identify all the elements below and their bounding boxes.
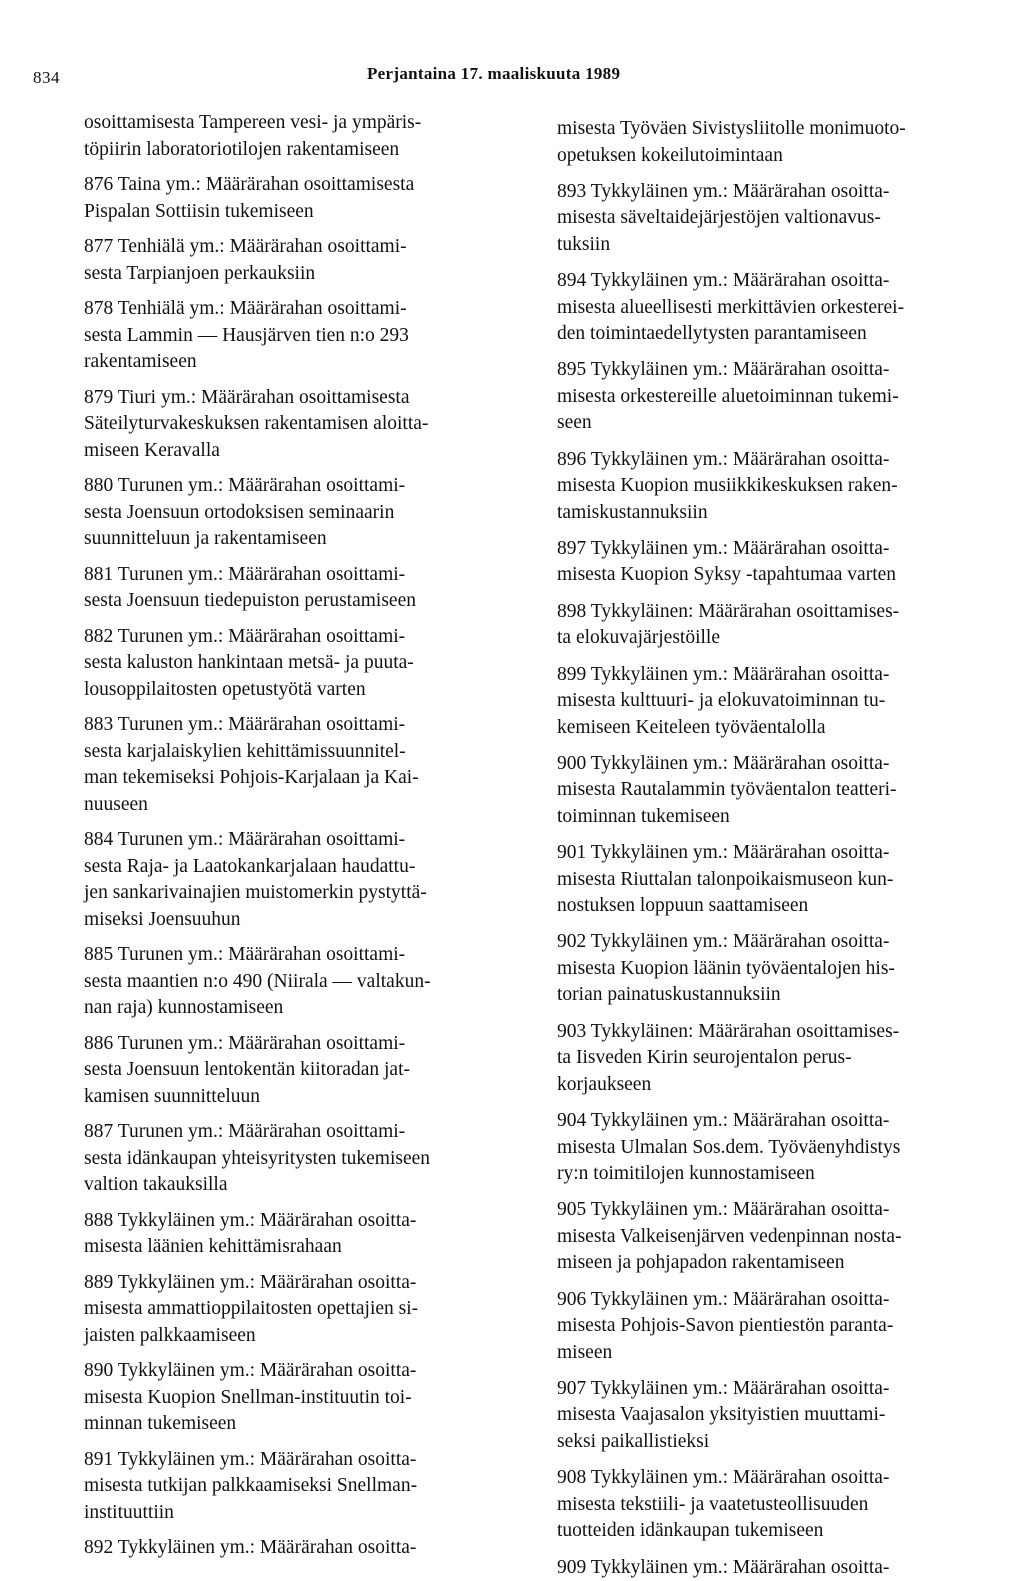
text-line: 891 Tykkyläinen ym.: Määrärahan osoitta-	[84, 1448, 417, 1470]
entry-paragraph	[557, 357, 989, 437]
text-line: misesta ammattioppilaitosten opettajien si-	[84, 1298, 419, 1319]
text-line: toiminnan tukemiseen	[557, 805, 730, 827]
entry-paragraph	[557, 599, 989, 652]
text-line: misesta Rautalammin työväentalon teatteri-	[557, 779, 897, 801]
text-line: man tekemiseksi Pohjois-Karjalaan ja Kai-	[84, 767, 419, 788]
text-line: tuotteiden idänkaupan tukemiseen	[557, 1520, 824, 1542]
entry-paragraph	[557, 1376, 989, 1456]
text-line: 905 Tykkyläinen ym.: Määrärahan osoitta-	[557, 1199, 890, 1221]
text-line: osoittamisesta Tampereen vesi- ja ympäris-	[84, 112, 422, 133]
text-line: misesta kulttuuri- ja elokuvatoiminnan tu-	[557, 690, 886, 712]
entry-paragraph	[84, 1447, 516, 1527]
entry-paragraph	[557, 1197, 989, 1277]
text-line: 900 Tykkyläinen ym.: Määrärahan osoitta-	[557, 752, 890, 774]
text-line: misesta säveltaidejärjestöjen valtionavus-	[557, 207, 881, 229]
text-line: miseen	[557, 1341, 613, 1363]
text-line: 885 Turunen ym.: Määrärahan osoittami-	[84, 944, 406, 965]
entry-paragraph	[84, 1208, 516, 1261]
entry-paragraph	[84, 110, 516, 163]
text-line: miseen ja pohjapadon rakentamiseen	[557, 1252, 845, 1274]
text-line: miseksi Joensuuhun	[84, 908, 241, 930]
text-line: misesta tutkijan palkkaamiseksi Snellman-	[84, 1475, 418, 1496]
text-line: valtion takauksilla	[84, 1174, 228, 1195]
text-line: 879 Tiuri ym.: Määrärahan osoittamisesta	[84, 386, 410, 408]
entry-paragraph	[84, 234, 516, 287]
entry-paragraph	[84, 1031, 516, 1111]
text-line: 894 Tykkyläinen ym.: Määrärahan osoitta-	[557, 270, 890, 292]
text-line: minnan tukemiseen	[84, 1413, 237, 1434]
entry-paragraph	[557, 1555, 989, 1581]
text-line: 883 Turunen ym.: Määrärahan osoittami-	[84, 714, 406, 735]
entry-paragraph	[557, 751, 989, 831]
text-line: sesta Joensuun tiedepuiston perustamiseen	[84, 590, 416, 611]
page-number: 834	[33, 68, 60, 87]
entry-paragraph	[84, 712, 516, 818]
entry-paragraph	[557, 536, 989, 589]
text-line: 892 Tykkyläinen ym.: Määrärahan osoitta-	[84, 1537, 417, 1558]
text-line: misesta Vaajasalon yksityistien muuttami-	[557, 1404, 886, 1426]
text-line: misesta Riuttalan talonpoikaismuseon kun-	[557, 868, 894, 890]
entry-paragraph	[84, 473, 516, 553]
text-line: Pispalan Sottiisin tukemiseen	[84, 200, 314, 222]
text-line: kamisen suunnitteluun	[84, 1085, 261, 1107]
text-line: sesta karjalaiskylien kehittämissuunnitel-	[84, 740, 406, 762]
text-line: 884 Turunen ym.: Määrärahan osoittami-	[84, 829, 406, 850]
text-line: 899 Tykkyläinen ym.: Määrärahan osoitta-	[557, 663, 890, 685]
text-line: sesta Joensuun ortodoksisen seminaarin	[84, 501, 395, 523]
text-line: misesta Kuopion Snellman-instituutin toi-	[84, 1386, 412, 1408]
text-line: 877 Tenhiälä ym.: Määrärahan osoittami-	[84, 236, 407, 257]
text-line: torian painatuskustannuksiin	[557, 984, 781, 1006]
text-line: tuksiin	[557, 233, 611, 255]
text-line: 906 Tykkyläinen ym.: Määrärahan osoitta-	[557, 1288, 890, 1310]
text-line: 907 Tykkyläinen ym.: Määrärahan osoitta-	[557, 1377, 890, 1399]
text-line: misesta Kuopion Syksy -tapahtumaa varten	[557, 564, 897, 586]
entry-paragraph	[557, 929, 989, 1009]
text-line: 895 Tykkyläinen ym.: Määrärahan osoitta-	[557, 359, 890, 381]
text-line: misesta Valkeisenjärven vedenpinnan nosta-	[557, 1225, 902, 1247]
text-line: seksi paikallistieksi	[557, 1430, 710, 1452]
text-line: sesta idänkaupan yhteisyritysten tukemiseen	[84, 1147, 431, 1169]
entry-paragraph	[84, 296, 516, 376]
entry-paragraph	[557, 447, 989, 527]
entry-paragraph	[557, 179, 989, 259]
text-line: 880 Turunen ym.: Määrärahan osoittami-	[84, 475, 406, 496]
text-line: 902 Tykkyläinen ym.: Määrärahan osoitta-	[557, 931, 890, 953]
text-line: nan raja) kunnostamiseen	[84, 997, 284, 1018]
text-line: 888 Tykkyläinen ym.: Määrärahan osoitta-	[84, 1209, 417, 1231]
text-line: 878 Tenhiälä ym.: Määrärahan osoittami-	[84, 298, 407, 319]
text-line: rakentamiseen	[84, 351, 197, 372]
entry-paragraph	[557, 840, 989, 920]
entry-paragraph	[557, 1019, 989, 1099]
text-line: misesta Ulmalan Sos.dem. Työväenyhdistys	[557, 1136, 901, 1158]
text-line: suunnitteluun ja rakentamiseen	[84, 528, 327, 549]
text-line: instituuttiin	[84, 1501, 174, 1523]
text-line: 881 Turunen ym.: Määrärahan osoittami-	[84, 563, 406, 585]
entry-paragraph	[557, 1465, 989, 1545]
text-line: misesta Kuopion musiikkikeskuksen raken-	[557, 475, 898, 497]
text-line: nuuseen	[84, 793, 148, 815]
text-line: 890 Tykkyläinen ym.: Määrärahan osoitta-	[84, 1360, 417, 1381]
text-line: ry:n toimitilojen kunnostamiseen	[557, 1163, 815, 1185]
text-line: ta Iisveden Kirin seurojentalon perus-	[557, 1047, 852, 1069]
text-line: 896 Tykkyläinen ym.: Määrärahan osoitta-	[557, 448, 890, 470]
text-line: sesta Joensuun lentokentän kiitoradan jat-	[84, 1059, 410, 1080]
text-line: jaisten palkkaamiseen	[84, 1324, 256, 1346]
text-line: Säteilyturvakeskuksen rakentamisen aloitta-	[84, 413, 429, 434]
text-line: 901 Tykkyläinen ym.: Määrärahan osoitta-	[557, 842, 890, 864]
entry-paragraph	[557, 268, 989, 348]
entry-paragraph	[84, 172, 516, 225]
entry-paragraph	[557, 662, 989, 742]
text-line: sesta Raja- ja Laatokankarjalaan haudattu-	[84, 855, 416, 877]
entry-paragraph	[84, 942, 516, 1022]
left-column	[84, 110, 516, 1562]
entry-paragraph	[84, 827, 516, 933]
text-line: 909 Tykkyläinen ym.: Määrärahan osoitta-	[557, 1556, 890, 1578]
right-column	[557, 116, 989, 1581]
entry-paragraph	[84, 1270, 516, 1350]
text-line: miseen Keravalla	[84, 439, 220, 461]
text-line: nostuksen loppuun saattamiseen	[557, 895, 809, 917]
text-line: lousoppilaitosten opetustyötä varten	[84, 678, 366, 700]
text-line: opetuksen kokeilutoimintaan	[557, 144, 783, 166]
entry-paragraph	[557, 116, 989, 169]
text-line: misesta tekstiili- ja vaatetusteollisuuden	[557, 1493, 869, 1515]
text-line: 876 Taina ym.: Määrärahan osoittamisesta	[84, 174, 415, 195]
text-line: 904 Tykkyläinen ym.: Määrärahan osoitta-	[557, 1110, 890, 1132]
entry-paragraph	[84, 1535, 516, 1562]
entry-paragraph	[84, 1119, 516, 1199]
text-line: 897 Tykkyläinen ym.: Määrärahan osoitta-	[557, 537, 890, 559]
text-line: misesta läänien kehittämisrahaan	[84, 1236, 342, 1257]
text-line: misesta orkestereille aluetoiminnan tukemi-	[557, 385, 899, 407]
text-line: töpiirin laboratoriotilojen rakentamiseen	[84, 138, 400, 160]
running-header: Perjantaina 17. maaliskuuta 1989	[367, 64, 621, 83]
text-line: 908 Tykkyläinen ym.: Määrärahan osoitta-	[557, 1467, 890, 1489]
entry-paragraph	[557, 1287, 989, 1367]
text-line: 898 Tykkyläinen: Määrärahan osoittamises-	[557, 600, 900, 622]
text-line: tamiskustannuksiin	[557, 501, 708, 523]
text-line: kemiseen Keiteleen työväentalolla	[557, 716, 826, 738]
text-line: ta elokuvajärjestöille	[557, 627, 720, 649]
entry-paragraph	[84, 385, 516, 465]
entry-paragraph	[84, 1358, 516, 1438]
text-line: 886 Turunen ym.: Määrärahan osoittami-	[84, 1032, 406, 1054]
text-line: misesta alueellisesti merkittävien orkesterei-	[557, 296, 905, 318]
text-line: 887 Turunen ym.: Määrärahan osoittami-	[84, 1121, 406, 1142]
entry-paragraph	[84, 624, 516, 704]
text-line: 903 Tykkyläinen: Määrärahan osoittamises-	[557, 1020, 900, 1042]
entry-paragraph	[557, 1108, 989, 1188]
text-line: 882 Turunen ym.: Määrärahan osoittami-	[84, 625, 406, 647]
text-line: 889 Tykkyläinen ym.: Määrärahan osoitta-	[84, 1271, 417, 1293]
entry-paragraph	[84, 562, 516, 615]
text-line: sesta maantien n:o 490 (Niirala — valtakun-	[84, 970, 431, 992]
text-line: 893 Tykkyläinen ym.: Määrärahan osoitta-	[557, 180, 890, 202]
text-line: sesta Lammin — Hausjärven tien n:o 293	[84, 324, 409, 346]
text-line: sesta Tarpianjoen perkauksiin	[84, 262, 316, 284]
text-line: misesta Työväen Sivistysliitolle monimuoto-	[557, 118, 906, 139]
text-line: misesta Kuopion läänin työväentalojen his-	[557, 957, 895, 979]
text-line: sesta kaluston hankintaan metsä- ja puuta-	[84, 652, 414, 673]
text-line: jen sankarivainajien muistomerkin pystyttä-	[84, 882, 427, 903]
text-line: seen	[557, 412, 592, 434]
text-line: korjaukseen	[557, 1073, 652, 1095]
text-line: den toimintaedellytysten parantamiseen	[557, 323, 867, 345]
text-line: misesta Pohjois-Savon pientiestön paranta-	[557, 1315, 894, 1337]
